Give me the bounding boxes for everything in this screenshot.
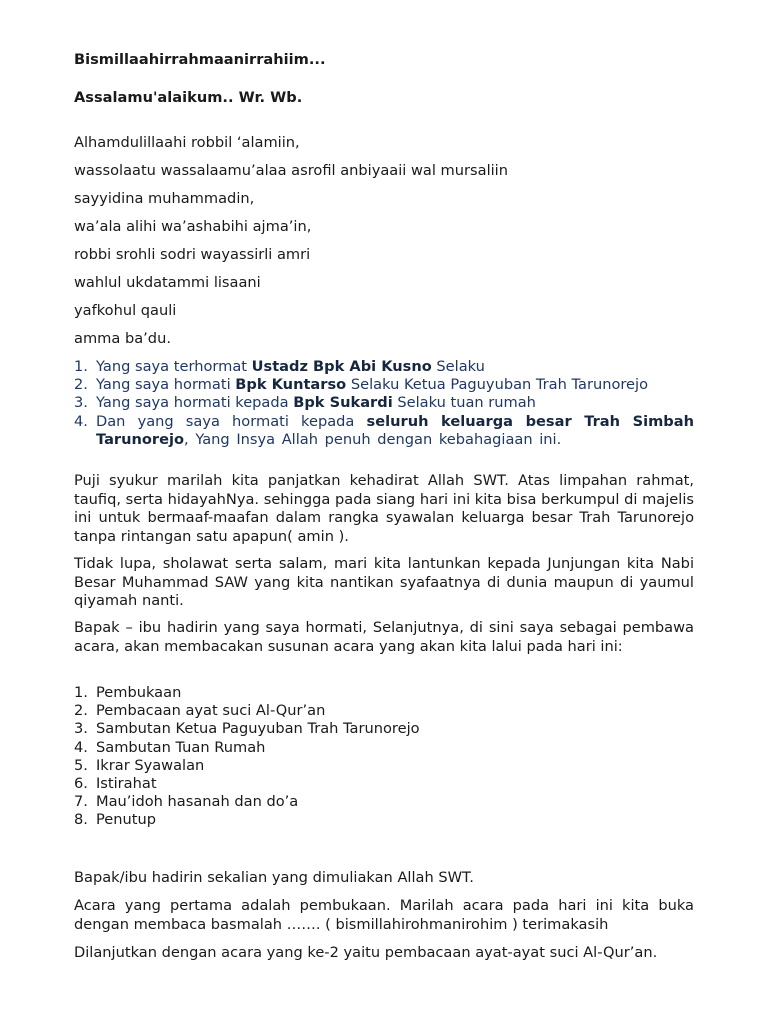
list-item: 3. Sambutan Ketua Paguyuban Trah Tarunorejo [74,720,420,738]
paragraph-sholawat: Tidak lupa, sholawat serta salam, mari kita lantunkan kepada Junjungan kita Nabi Besar Muhammad SAW yang kita nantikan syafaatnya di dunia maupun di yaumul qiyamah nanti. [74,555,694,610]
opening-line: Alhamdulillaahi robbil ‘alamiin, [74,134,300,151]
opening-basmalah-heading: Bismillaahirrahmaanirrahiim... [74,51,326,68]
paragraph-pembukaan: Acara yang pertama adalah pembukaan. Marilah acara pada hari ini kita buka dengan membaca basmalah ……. ( bismillahirohmanirohim ) terimakasih [74,897,694,933]
honoree-name: Bpk Kuntarso [235,376,347,394]
list-number: 4. [74,738,88,756]
list-number: 8. [74,811,88,829]
list-item: 8. Penutup [74,811,156,829]
honoree-name: Bpk Sukardi [293,394,393,412]
list-item: 6. Istirahat [74,775,157,793]
list-number: 5. [74,756,88,774]
list-number: 7. [74,793,88,811]
list-item: 5. Ikrar Syawalan [74,756,205,774]
list-item: 2. Yang saya hormati Bpk Kuntarso Selaku Ketua Paguyuban Trah Tarunorejo [74,376,649,394]
agenda-list [74,684,694,830]
opening-line: wassolaatu wassalaamu’alaa asrofil anbiyaaii wal mursaliin [74,162,508,179]
list-item: 1. Yang saya terhormat Ustadz Bpk Abi Kusno Selaku [74,358,485,375]
paragraph-syukur: Puji syukur marilah kita panjatkan kehadirat Allah SWT. Atas limpahan rahmat, taufiq, serta hidayahNya. sehingga pada siang hari ini kita bisa berkumpul di majelis ini untuk bermaaf-maafan dalam rangka syawalan keluarga besar Trah Tarunorejo tanpa rintangan satu apapun( amin ). [74,472,694,545]
honoree-name: Ustadz Bpk Abi Kusno [251,358,432,375]
opening-line: wahlul ukdatammi lisaani [74,274,261,291]
paragraph-susunan-acara: Bapak – ibu hadirin yang saya hormati, Selanjutnya, di sini saya sebagai pembawa acara, akan membacakan susunan acara yang akan kita lalui pada hari ini: [74,619,694,655]
opening-line: sayyidina muhammadin, [74,190,255,207]
honoree-name: seluruh keluarga besar Trah Simbah Tarunorejo [96,412,694,448]
list-number: 4. [74,412,88,430]
list-item: 2. Pembacaan ayat suci Al-Qur’an [74,702,326,720]
list-item: 3. Yang saya hormati kepada Bpk Sukardi Selaku tuan rumah [74,394,536,412]
list-item: 4. Sambutan Tuan Rumah [74,738,266,756]
list-number: 6. [74,775,88,793]
list-item: 7. Mau’idoh hasanah dan do’a [74,793,299,811]
list-number: 2. [74,702,88,720]
greetings-list [74,358,694,449]
list-number: 2. [74,376,88,394]
opening-line: yafkohul qauli [74,302,177,319]
list-number: 1. [74,684,88,701]
list-number: 3. [74,394,88,412]
list-item: 1. Pembukaan [74,684,182,701]
paragraph-hadirin: Bapak/ibu hadirin sekalian yang dimuliakan Allah SWT. [74,869,474,886]
list-number: 3. [74,720,88,738]
salam-heading: Assalamu'alaikum.. Wr. Wb. [74,89,303,106]
opening-line: robbi srohli sodri wayassirli amri [74,246,311,263]
list-number: 1. [74,358,88,375]
opening-line: amma ba’du. [74,330,171,347]
list-item: 4. Dan yang saya hormati kepada seluruh keluarga besar Trah Simbah Tarunorejo, Yang Insya Allah penuh dengan kebahagiaan ini. [74,412,694,448]
opening-line: wa’ala alihi wa’ashabihi ajma’in, [74,218,312,235]
paragraph-acara-kedua: Dilanjutkan dengan acara yang ke-2 yaitu pembacaan ayat-ayat suci Al-Qur’an. [74,944,658,961]
